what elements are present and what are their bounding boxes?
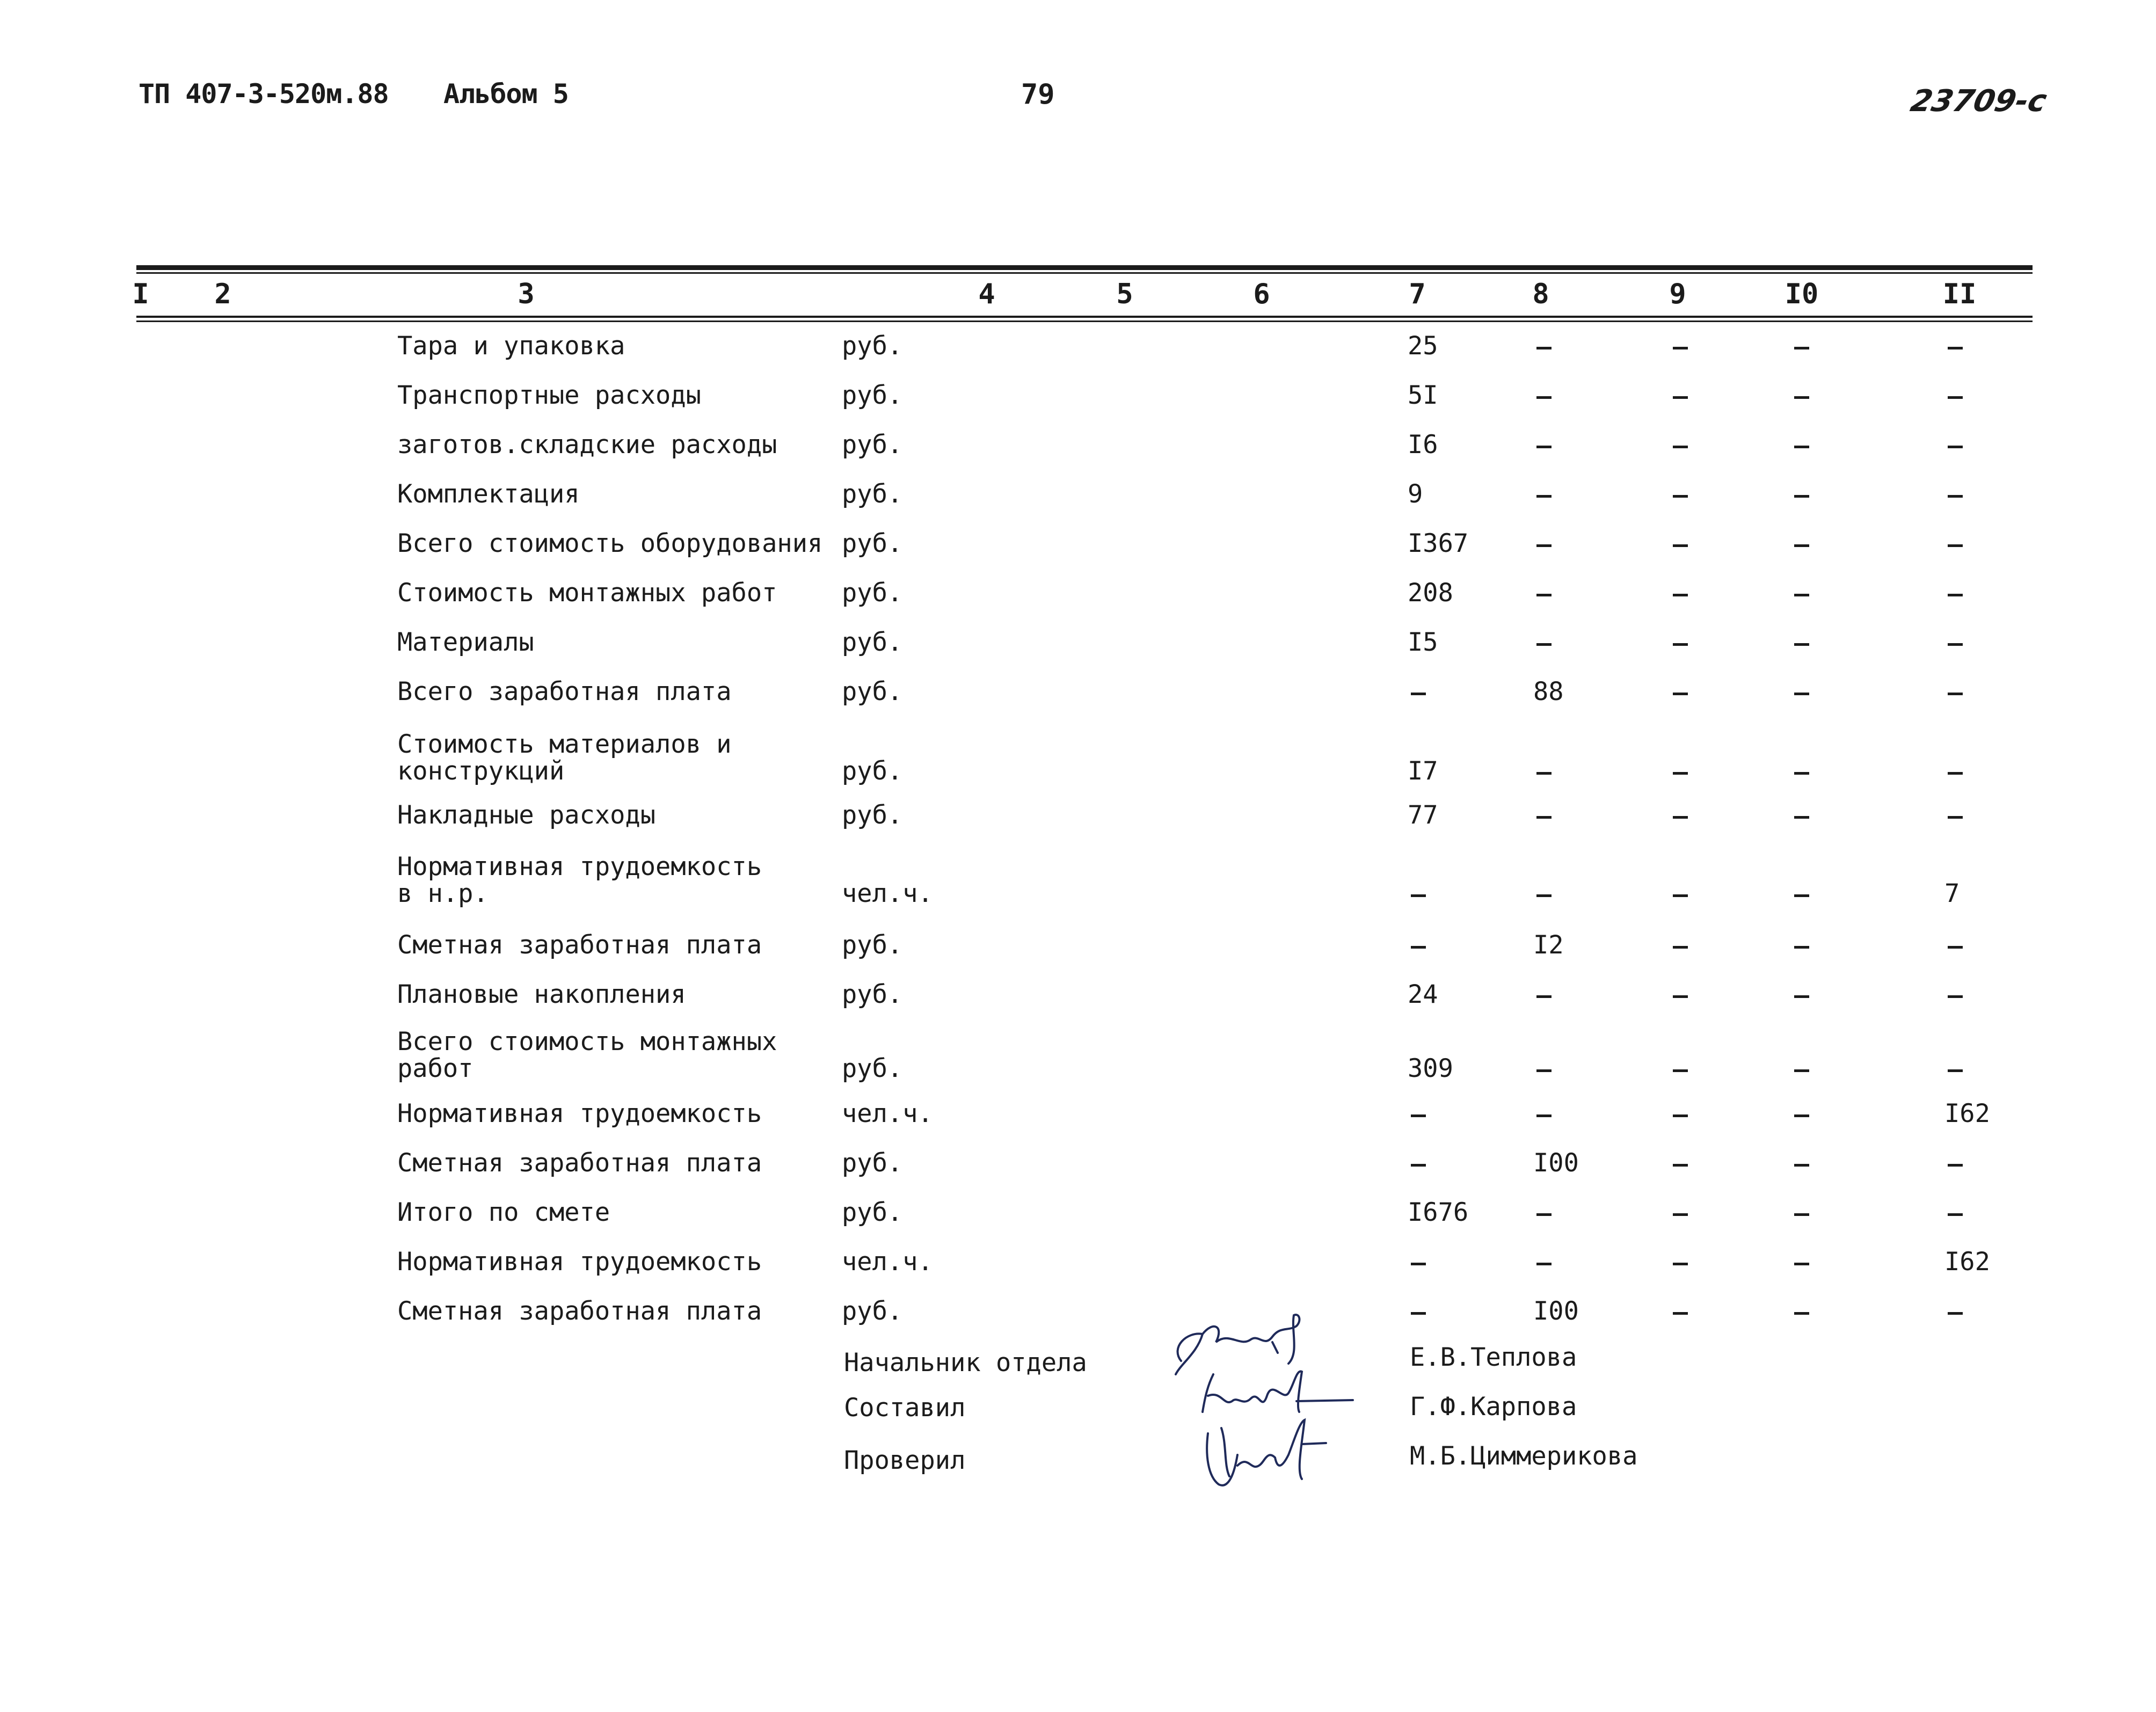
column-number-5: 5 bbox=[1116, 278, 1133, 310]
empty-dash-c11 bbox=[1948, 1213, 1963, 1216]
album-label: Альбом 5 bbox=[443, 78, 569, 110]
row-name: Всего заработная плата bbox=[397, 677, 732, 706]
empty-dash-c9 bbox=[1673, 894, 1688, 897]
value-c7: I6 bbox=[1408, 430, 1438, 460]
empty-dash-c8 bbox=[1536, 772, 1552, 775]
row-unit: руб. bbox=[842, 980, 903, 1009]
empty-dash-c8 bbox=[1536, 816, 1552, 819]
signature-person-checker: М.Б.Циммерикова bbox=[1410, 1441, 1638, 1471]
empty-dash-c7 bbox=[1411, 693, 1426, 695]
empty-dash-c9 bbox=[1673, 693, 1688, 695]
table-header-rule bbox=[136, 316, 2033, 318]
empty-dash-c9 bbox=[1673, 594, 1688, 596]
row-name: Транспортные расходы bbox=[397, 381, 701, 410]
empty-dash-c11 bbox=[1948, 544, 1963, 547]
row-name: Стоимость монтажных работ bbox=[397, 578, 777, 608]
value-c7: I7 bbox=[1408, 756, 1438, 786]
value-c8: I2 bbox=[1533, 930, 1564, 960]
value-c8: I00 bbox=[1533, 1148, 1579, 1178]
empty-dash-c10 bbox=[1794, 643, 1809, 646]
column-number-9: 9 bbox=[1669, 278, 1686, 310]
empty-dash-c9 bbox=[1673, 446, 1688, 448]
empty-dash-c9 bbox=[1673, 816, 1688, 819]
row-name: Накладные расходы bbox=[397, 800, 656, 830]
signature-person-head: Е.В.Теплова bbox=[1410, 1343, 1577, 1372]
row-unit: руб. bbox=[842, 381, 903, 410]
row-unit: руб. bbox=[842, 1296, 903, 1326]
row-name: Нормативная трудоемкость bbox=[397, 1099, 762, 1128]
value-c7: 77 bbox=[1408, 800, 1438, 830]
empty-dash-c9 bbox=[1673, 946, 1688, 949]
row-unit: руб. bbox=[842, 628, 903, 657]
row-name: Всего стоимость оборудования bbox=[397, 529, 823, 558]
empty-dash-c10 bbox=[1794, 495, 1809, 498]
row-name: Стоимость материалов и конструкций bbox=[397, 730, 732, 786]
value-c7: 9 bbox=[1408, 479, 1423, 509]
empty-dash-c8 bbox=[1536, 995, 1552, 998]
empty-dash-c9 bbox=[1673, 772, 1688, 775]
empty-dash-c8 bbox=[1536, 594, 1552, 596]
value-c11: I62 bbox=[1944, 1099, 1990, 1128]
row-unit: чел.ч. bbox=[842, 1247, 933, 1277]
column-number-10: I0 bbox=[1784, 278, 1819, 310]
row-name: Сметная заработная плата bbox=[397, 1296, 762, 1326]
row-name: Итого по смете bbox=[397, 1198, 610, 1227]
empty-dash-c9 bbox=[1673, 347, 1688, 349]
empty-dash-c10 bbox=[1794, 396, 1809, 399]
row-unit: руб. bbox=[842, 430, 903, 460]
empty-dash-c8 bbox=[1536, 396, 1552, 399]
empty-dash-c7 bbox=[1411, 1263, 1426, 1265]
table-header-rule-thin bbox=[136, 320, 2033, 322]
value-c11: 7 bbox=[1944, 879, 1960, 908]
row-unit: чел.ч. bbox=[842, 1099, 933, 1128]
empty-dash-c11 bbox=[1948, 995, 1963, 998]
row-unit: руб. bbox=[842, 800, 903, 830]
column-number-7: 7 bbox=[1409, 278, 1426, 310]
empty-dash-c10 bbox=[1794, 894, 1809, 897]
empty-dash-c11 bbox=[1948, 396, 1963, 399]
empty-dash-c8 bbox=[1536, 495, 1552, 498]
empty-dash-c11 bbox=[1948, 594, 1963, 596]
empty-dash-c11 bbox=[1948, 495, 1963, 498]
row-unit: руб. bbox=[842, 578, 903, 608]
empty-dash-c9 bbox=[1673, 1213, 1688, 1216]
empty-dash-c10 bbox=[1794, 1263, 1809, 1265]
empty-dash-c10 bbox=[1794, 1069, 1809, 1072]
column-number-3: 3 bbox=[518, 278, 535, 310]
archive-stamp: 23709-с bbox=[1907, 84, 2050, 119]
value-c7: I676 bbox=[1408, 1198, 1469, 1227]
empty-dash-c7 bbox=[1411, 894, 1426, 897]
empty-dash-c8 bbox=[1536, 643, 1552, 646]
value-c7: I367 bbox=[1408, 529, 1469, 558]
empty-dash-c11 bbox=[1948, 347, 1963, 349]
row-unit: руб. bbox=[842, 529, 903, 558]
value-c11: I62 bbox=[1944, 1247, 1990, 1277]
empty-dash-c10 bbox=[1794, 544, 1809, 547]
value-c7: 24 bbox=[1408, 980, 1438, 1009]
empty-dash-c9 bbox=[1673, 544, 1688, 547]
empty-dash-c8 bbox=[1536, 446, 1552, 448]
empty-dash-c8 bbox=[1536, 347, 1552, 349]
empty-dash-c10 bbox=[1794, 693, 1809, 695]
column-number-1: I bbox=[132, 278, 149, 310]
empty-dash-c8 bbox=[1536, 1114, 1552, 1117]
empty-dash-c10 bbox=[1794, 995, 1809, 998]
row-name: Комплектация bbox=[397, 479, 580, 509]
row-name: Нормативная трудоемкость в н.р. bbox=[397, 852, 762, 908]
value-c7: 25 bbox=[1408, 331, 1438, 361]
empty-dash-c10 bbox=[1794, 347, 1809, 349]
empty-dash-c8 bbox=[1536, 1213, 1552, 1216]
empty-dash-c9 bbox=[1673, 1069, 1688, 1072]
signature-person-compiler: Г.Ф.Карпова bbox=[1410, 1392, 1577, 1422]
empty-dash-c11 bbox=[1948, 1312, 1963, 1315]
empty-dash-c9 bbox=[1673, 1164, 1688, 1167]
handwritten-signature-checker bbox=[1197, 1412, 1337, 1492]
column-number-4: 4 bbox=[978, 278, 995, 310]
empty-dash-c10 bbox=[1794, 772, 1809, 775]
empty-dash-c7 bbox=[1411, 1312, 1426, 1315]
empty-dash-c7 bbox=[1411, 1164, 1426, 1167]
empty-dash-c8 bbox=[1536, 1069, 1552, 1072]
empty-dash-c8 bbox=[1536, 1263, 1552, 1265]
empty-dash-c11 bbox=[1948, 772, 1963, 775]
empty-dash-c8 bbox=[1536, 544, 1552, 547]
row-name: заготов.складские расходы bbox=[397, 430, 777, 460]
row-name: Плановые накопления bbox=[397, 980, 686, 1009]
column-number-6: 6 bbox=[1253, 278, 1270, 310]
empty-dash-c9 bbox=[1673, 643, 1688, 646]
row-unit: руб. bbox=[842, 1148, 903, 1178]
row-name: Тара и упаковка bbox=[397, 331, 625, 361]
empty-dash-c9 bbox=[1673, 396, 1688, 399]
row-name: Нормативная трудоемкость bbox=[397, 1247, 762, 1277]
row-unit: руб. bbox=[842, 677, 903, 706]
empty-dash-c11 bbox=[1948, 643, 1963, 646]
signature-role-checker: Проверил bbox=[844, 1446, 966, 1475]
empty-dash-c9 bbox=[1673, 1114, 1688, 1117]
empty-dash-c10 bbox=[1794, 816, 1809, 819]
row-unit: чел.ч. bbox=[842, 879, 933, 908]
row-unit: руб. bbox=[842, 331, 903, 361]
value-c7: I5 bbox=[1408, 628, 1438, 657]
row-unit: руб. bbox=[842, 1198, 903, 1227]
table-top-rule bbox=[136, 265, 2033, 270]
empty-dash-c9 bbox=[1673, 495, 1688, 498]
empty-dash-c7 bbox=[1411, 946, 1426, 949]
column-number-11: II bbox=[1942, 278, 1977, 310]
value-c7: 5I bbox=[1408, 381, 1438, 410]
signature-role-head: Начальник отдела bbox=[844, 1348, 1087, 1378]
value-c8: I00 bbox=[1533, 1296, 1579, 1326]
row-name: Сметная заработная плата bbox=[397, 1148, 762, 1178]
value-c7: 208 bbox=[1408, 578, 1453, 608]
empty-dash-c10 bbox=[1794, 946, 1809, 949]
empty-dash-c11 bbox=[1948, 1069, 1963, 1072]
empty-dash-c7 bbox=[1411, 1114, 1426, 1117]
empty-dash-c11 bbox=[1948, 446, 1963, 448]
row-unit: руб. bbox=[842, 479, 903, 509]
empty-dash-c11 bbox=[1948, 946, 1963, 949]
empty-dash-c9 bbox=[1673, 1263, 1688, 1265]
empty-dash-c10 bbox=[1794, 446, 1809, 448]
empty-dash-c10 bbox=[1794, 1114, 1809, 1117]
column-number-8: 8 bbox=[1532, 278, 1549, 310]
value-c8: 88 bbox=[1533, 677, 1564, 706]
empty-dash-c10 bbox=[1794, 1213, 1809, 1216]
row-name: Материалы bbox=[397, 628, 534, 657]
column-number-2: 2 bbox=[214, 278, 231, 310]
row-name: Сметная заработная плата bbox=[397, 930, 762, 960]
empty-dash-c11 bbox=[1948, 816, 1963, 819]
empty-dash-c11 bbox=[1948, 1164, 1963, 1167]
signature-role-compiler: Составил bbox=[844, 1393, 966, 1423]
table-top-rule-thin bbox=[136, 272, 2033, 274]
row-unit: руб. bbox=[842, 1054, 903, 1083]
empty-dash-c10 bbox=[1794, 594, 1809, 596]
empty-dash-c8 bbox=[1536, 894, 1552, 897]
value-c7: 309 bbox=[1408, 1054, 1453, 1083]
empty-dash-c11 bbox=[1948, 693, 1963, 695]
empty-dash-c9 bbox=[1673, 995, 1688, 998]
empty-dash-c10 bbox=[1794, 1164, 1809, 1167]
empty-dash-c10 bbox=[1794, 1312, 1809, 1315]
row-unit: руб. bbox=[842, 930, 903, 960]
document-code: ТП 407-3-520м.88 bbox=[139, 78, 389, 110]
page-number: 79 bbox=[1021, 78, 1055, 111]
row-unit: руб. bbox=[842, 756, 903, 786]
row-name: Всего стоимость монтажных работ bbox=[397, 1027, 777, 1083]
empty-dash-c9 bbox=[1673, 1312, 1688, 1315]
